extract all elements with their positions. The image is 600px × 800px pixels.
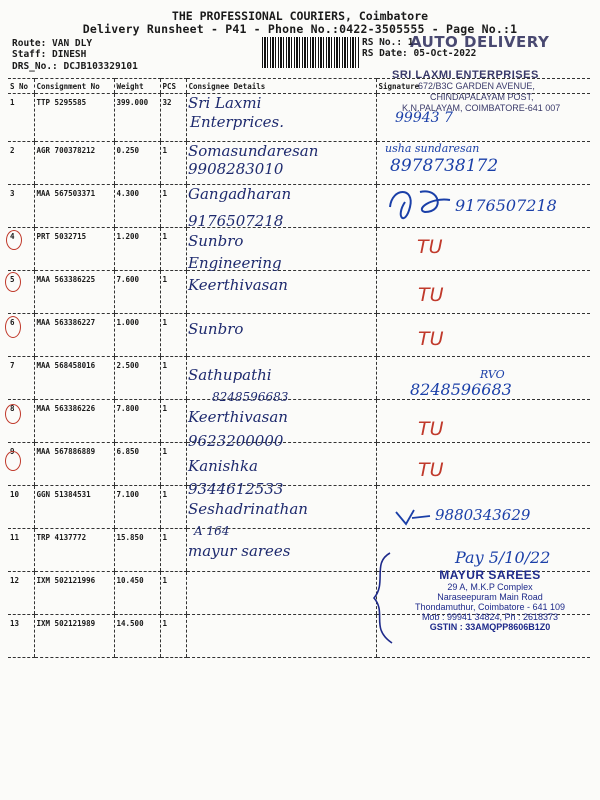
col-consignee: Consignee Details [186, 79, 376, 94]
cell-sno: 3 [8, 185, 34, 228]
hw-consignee-9a: Kanishka [188, 457, 258, 475]
hw-consignee-4a: Sunbro [188, 232, 244, 250]
runsheet-subtitle: Delivery Runsheet - P41 - Phone No.:0422-3505555 - Page No.:1 [82, 22, 518, 36]
tu-mark-4: TU [417, 236, 443, 258]
cell-consignment: MAA 567503371 [34, 185, 114, 228]
circle-mark-6 [5, 316, 21, 338]
cell-pcs: 1 [160, 142, 186, 185]
cell-weight: 2.500 [114, 357, 160, 400]
table-row [8, 443, 590, 486]
company-title: THE PROFESSIONAL COURIERS, Coimbatore [171, 9, 429, 23]
hw-consignee-1b: Enterprices. [190, 113, 284, 131]
cell-sno: 11 [8, 529, 34, 572]
circle-mark-4 [6, 230, 22, 250]
cell-sno: 4 [8, 228, 34, 271]
cell-weight: 7.800 [114, 400, 160, 443]
cell-consignment: MAA 563386227 [34, 314, 114, 357]
cell-pcs: 1 [160, 529, 186, 572]
cell-pcs: 1 [160, 486, 186, 529]
hw-signature-3: 9176507218 [455, 196, 557, 215]
cell-weight: 399.000 [114, 94, 160, 142]
cell-weight: 10.450 [114, 572, 160, 615]
auto-delivery-stamp: AUTO DELIVERY [410, 33, 550, 51]
cell-consignment: TTP 5295585 [34, 94, 114, 142]
cell-pcs: 1 [160, 572, 186, 615]
barcode [262, 37, 360, 68]
cell-weight: 6.850 [114, 443, 160, 486]
hw-signature-1: 99943 7 [395, 110, 453, 126]
rs-number: RS No.: 1 [362, 37, 414, 48]
cell-weight: 4.300 [114, 185, 160, 228]
cell-weight: 14.500 [114, 615, 160, 658]
cell-consignment: MAA 563386226 [34, 400, 114, 443]
mayur-stamp [400, 568, 580, 632]
hw-consignee-7a: Sathupathi [188, 366, 272, 384]
col-sno: S No [8, 79, 34, 94]
mayur-stamp-name: MAYUR SAREES [439, 568, 541, 582]
mayur-stamp-gstin: GSTIN : 33AMQPP8606B1Z0 [429, 622, 551, 632]
hw-consignee-2a: Somasundaresan [188, 142, 319, 160]
hw-consignee-1a: Sri Laxmi [188, 94, 262, 112]
tu-mark-6: TU [418, 328, 444, 350]
hw-signature-7b: 8248596683 [410, 380, 512, 399]
cell-consignment: TRP 4137772 [34, 529, 114, 572]
col-pcs: PCS [160, 79, 186, 94]
cell-sno: 2 [8, 142, 34, 185]
table-row [8, 400, 590, 443]
hw-signature-10: 9880343629 [435, 506, 531, 524]
cell-sno: 12 [8, 572, 34, 615]
hw-consignee-3b: 9176507218 [188, 212, 284, 230]
tu-mark-8: TU [418, 418, 444, 440]
circle-mark-5 [5, 272, 21, 292]
hw-consignee-8b: 9623200000 [188, 432, 284, 450]
cell-weight: 0.250 [114, 142, 160, 185]
hw-consignee-8a: Keerthivasan [188, 408, 288, 426]
cell-sno: 13 [8, 615, 34, 658]
cell-sno: 6 [8, 314, 34, 357]
hw-signature-7a: RVO [480, 368, 505, 381]
mayur-stamp-addr3: Thondamuthur, Coimbatore - 641 109 [414, 602, 566, 612]
mayur-stamp-phone: Mob : 99941 34824, Ph : 2618373 [421, 612, 559, 622]
hw-consignee-11a: mayur sarees [188, 542, 291, 560]
cell-sno: 8 [8, 400, 34, 443]
cell-sno: 10 [8, 486, 34, 529]
col-signature: Signature [376, 79, 590, 94]
cell-pcs: 1 [160, 443, 186, 486]
cell-pcs: 1 [160, 400, 186, 443]
cell-consignment: MAA 567886889 [34, 443, 114, 486]
cell-sno: 1 [8, 94, 34, 142]
mayur-stamp-addr1: 29 A, M.K.P Complex [447, 582, 533, 592]
mayur-signature: Pay 5/10/22 [455, 548, 551, 567]
hw-signature-2a: usha sundaresan [385, 142, 480, 155]
drs-number: DRS_No.: DCJB103329101 [12, 61, 138, 72]
tu-mark-9: TU [418, 459, 444, 481]
laxmi-stamp-addr1: 672/B3C GARDEN AVENUE, [418, 81, 535, 91]
laxmi-stamp-name: SRI LAXMI ENTERPRISES [392, 69, 539, 81]
table-row [8, 314, 590, 357]
hw-consignee-3a: Gangadharan [188, 185, 292, 203]
cell-weight: 1.000 [114, 314, 160, 357]
signature-scribble-3 [380, 182, 458, 222]
cell-sno: 7 [8, 357, 34, 400]
hw-consignee-10a: Seshadrinathan [188, 500, 308, 518]
cell-consignment: IXM 502121989 [34, 615, 114, 658]
laxmi-stamp-addr3: K.N.PALAYAM, COIMBATORE-641 007 [402, 103, 561, 113]
hw-consignee-2b: 9908283010 [188, 160, 284, 178]
tu-mark-5: TU [418, 284, 444, 306]
cell-consignment: MAA 563386225 [34, 271, 114, 314]
cell-pcs: 1 [160, 615, 186, 658]
cell-sno: 9 [8, 443, 34, 486]
cell-consignment: IXM 502121996 [34, 572, 114, 615]
circle-mark-9 [5, 451, 21, 471]
cell-pcs: 1 [160, 185, 186, 228]
mayur-stamp-addr2: Naraseepuram Main Road [437, 592, 543, 602]
laxmi-stamp [392, 70, 592, 114]
cell-pcs: 1 [160, 228, 186, 271]
hw-signature-2b: 8978738172 [390, 156, 499, 176]
hw-consignee-5a: Keerthivasan [188, 276, 288, 294]
cell-pcs: 1 [160, 271, 186, 314]
cell-pcs: 1 [160, 314, 186, 357]
cell-weight: 1.200 [114, 228, 160, 271]
cell-weight: 7.600 [114, 271, 160, 314]
col-weight: Weight [114, 79, 160, 94]
table-row [8, 271, 590, 314]
hw-consignee-9b: 9344612533 [188, 480, 284, 498]
cell-weight: 15.850 [114, 529, 160, 572]
cell-consignment: GGN 51384531 [34, 486, 114, 529]
hw-consignee-4b: Engineering [188, 254, 282, 272]
cell-pcs: 32 [160, 94, 186, 142]
hw-consignee-10b: A 164 [194, 524, 230, 538]
laxmi-stamp-addr2: CHINDAPALAYAM POST, [430, 92, 534, 102]
cell-consignment: MAA 568458016 [34, 357, 114, 400]
cell-sno: 5 [8, 271, 34, 314]
rs-date: RS Date: 05-Oct-2022 [362, 48, 477, 59]
hw-consignee-6a: Sunbro [188, 320, 244, 338]
hw-consignee-7b: 8248596683 [212, 390, 289, 404]
cell-pcs: 1 [160, 357, 186, 400]
cell-consignment: PRT 5032715 [34, 228, 114, 271]
staff-label: Staff: DINESH [12, 49, 87, 60]
signature-scribble-10 [392, 504, 432, 528]
circle-mark-8 [5, 404, 21, 424]
col-consignment: Consignment No [34, 79, 114, 94]
route-label: Route: VAN DLY [12, 38, 93, 49]
cell-weight: 7.100 [114, 486, 160, 529]
table-row [8, 228, 590, 271]
cell-consignment: AGR 700378212 [34, 142, 114, 185]
